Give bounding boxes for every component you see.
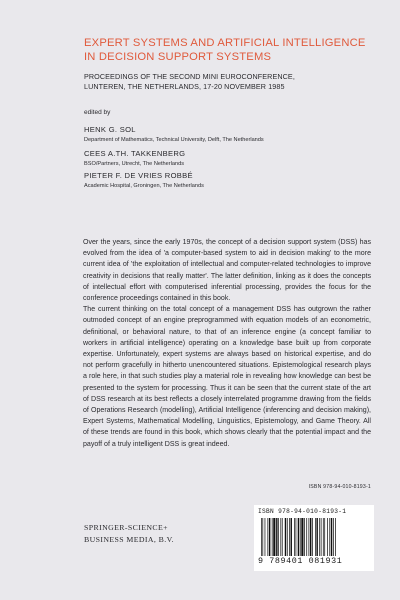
editor-affiliation: Department of Mathematics, Technical University, Delft, The Netherlands — [84, 137, 264, 143]
book-description — [83, 237, 371, 450]
editor-affiliation: Academic Hospital, Groningen, The Netherlands — [84, 183, 204, 189]
edited-by-label: edited by — [84, 109, 111, 116]
barcode-image — [260, 518, 368, 556]
proceedings-line-1: PROCEEDINGS OF THE SECOND MINI EUROCONFERENCE, — [84, 72, 295, 81]
barcode-isbn-label: ISBN 978-94-010-8193-1 — [258, 508, 347, 515]
book-title-line-1: EXPERT SYSTEMS AND ARTIFICIAL INTELLIGENCE — [84, 37, 366, 49]
editor-name: CEES A.TH. TAKKENBERG — [84, 149, 186, 158]
proceedings-line-2: LUNTEREN, THE NETHERLANDS, 17-20 NOVEMBER 1985 — [84, 82, 285, 91]
publisher-name — [84, 522, 174, 546]
description-paragraph-2: The current thinking on the total concept of a management DSS has outgrown the rather outmoded concept of an engine preprogrammed with equation models of an econometric, definitional, or behavioral nature, to that of an inference engine (a concept familiar to workers in artificial intelligence) operating on a knowledge base built up from corporate expertise. Unfortunately, expert systems are always based on historical expertise, and do not perform gracefully in hitherto unencountered situations. Epistemological research plays a role here, in that such studies play a material role in revealing how knowledge can best be presented to the system for processing. Thus it can be seen that the current state of the art of DSS research at its best reflects a closely interrelated programme drawing from the fields of Operations Research (modelling), Artificial Intelligence (inferencing and decision making), Expert Systems, Mathematical Modelling, Linguistics, Epistemology, and Game Theory. All of these trends are found in this book, which shows clearly that the potential impact and the payoff of a truly intelligent DSS is great indeed. — [83, 306, 371, 448]
editor-affiliation: BSO/Partners, Utrecht, The Netherlands — [84, 161, 185, 167]
barcode-box — [254, 505, 374, 571]
barcode-digits: 9 789401 081931 — [258, 556, 343, 566]
editor-1 — [84, 125, 264, 143]
editor-name: PIETER F. DE VRIES ROBBÉ — [84, 171, 193, 180]
isbn-text: ISBN 978-94-010-8193-1 — [308, 484, 371, 490]
book-title — [84, 36, 384, 64]
editor-2 — [84, 149, 185, 167]
book-title-line-2: IN DECISION SUPPORT SYSTEMS — [84, 51, 272, 63]
proceedings-info — [84, 72, 384, 92]
editor-name: HENK G. SOL — [84, 125, 136, 134]
editor-3 — [84, 171, 204, 189]
publisher-line-2: BUSINESS MEDIA, B.V. — [84, 535, 174, 544]
publisher-line-1: SPRINGER-SCIENCE+ — [84, 523, 168, 532]
description-paragraph-1: Over the years, since the early 1970s, the concept of a decision support system (DSS) has evolved from the idea of 'a computer-based system to aid in decision making' to the more current idea of 'the exploitation of intellectual and computer-related technologies to improve creativity in decisions that really matter'. The latter definition, linking as it does the concepts of intellectual effort with computerised inferential processing, provides the focus for the conference proceedings contained in this book. — [83, 239, 371, 303]
